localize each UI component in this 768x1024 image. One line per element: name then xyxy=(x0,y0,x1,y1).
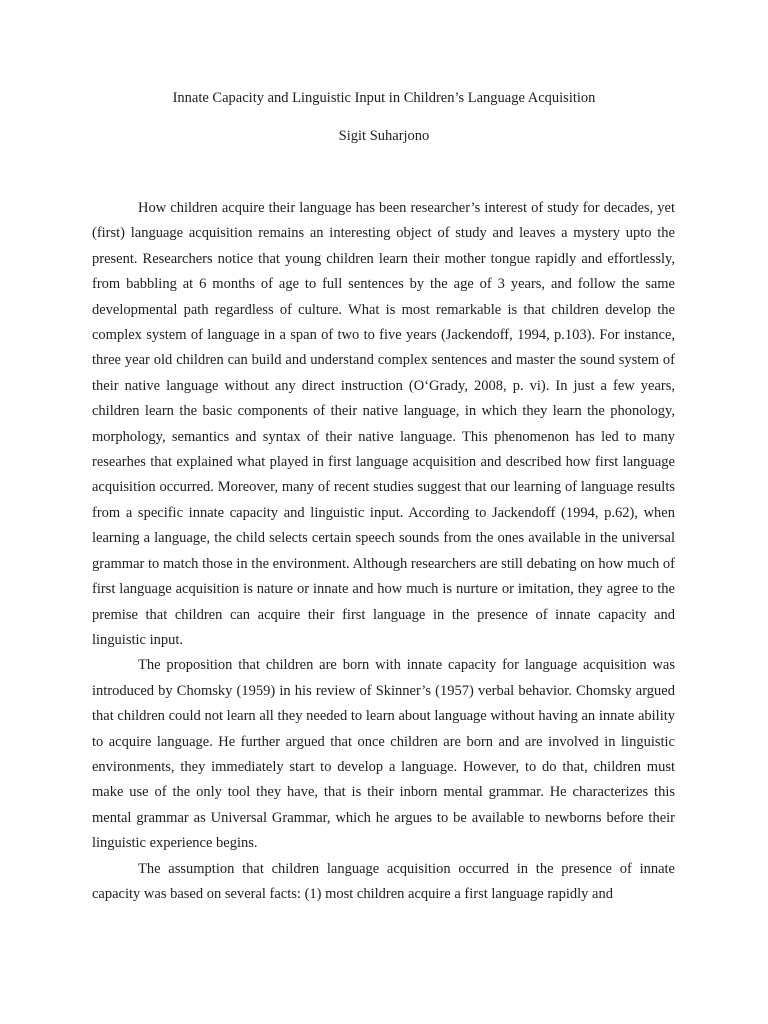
document-title: Innate Capacity and Linguistic Input in Children’s Language Acquisition xyxy=(172,90,596,106)
body-text xyxy=(92,196,675,907)
paragraph-1: How children acquire their language has been researcher’s interest of study for decades, yet (first) language acquisition remains an interesting object of study and leaves a mystery upto the present. Researchers notice that young children learn their mother tongue rapidly and effortlessly, from babbling at 6 months of age to full sentences by the age of 3 years, and follow the same developmental path regardless of culture. What is most remarkable is that children develop the complex system of language in a span of two to five years (Jackendoff, 1994, p.103). For instance, three year old children can build and understand complex sentences and master the sound system of their native language without any direct instruction (O‘Grady, 2008, p. vi). In just a few years, children learn the basic components of their native language, in which they learn the phonology, morphology, semantics and syntax of their native language. This phenomenon has led to many researhes that explained what played in first language acquisition and described how first language acquisition occurred. Moreover, many of recent studies suggest that our learning of language results from a specific innate capacity and linguistic input. According to Jackendoff (1994, p.62), when learning a language, the child selects certain speech sounds from the ones available in the universal grammar to match those in the environment. Although researchers are still debating on how much of first language acquisition is nature or innate and how much is nurture or imitation, they agree to the premise that children can acquire their first language in the presence of innate capacity and linguistic input. xyxy=(92,200,675,648)
author-name: Sigit Suharjono xyxy=(338,128,430,144)
paragraph-2: The proposition that children are born with innate capacity for language acquisition was introduced by Chomsky (1959) in his review of Skinner’s (1957) verbal behavior. Chomsky argued that children could not learn all they needed to learn about language without having an innate ability to acquire language. He further argued that once children are born and are involved in linguistic environments, they immediately start to develop a language. However, to do that, children must make use of the only tool they have, that is their inborn mental grammar. He characterizes this mental grammar as Universal Grammar, which he argues to be available to newborns before their linguistic experience begins. xyxy=(92,657,675,852)
paragraph-3: The assumption that children language acquisition occurred in the presence of innate capacity was based on several facts: (1) most children acquire a first language rapidly and xyxy=(92,860,675,902)
